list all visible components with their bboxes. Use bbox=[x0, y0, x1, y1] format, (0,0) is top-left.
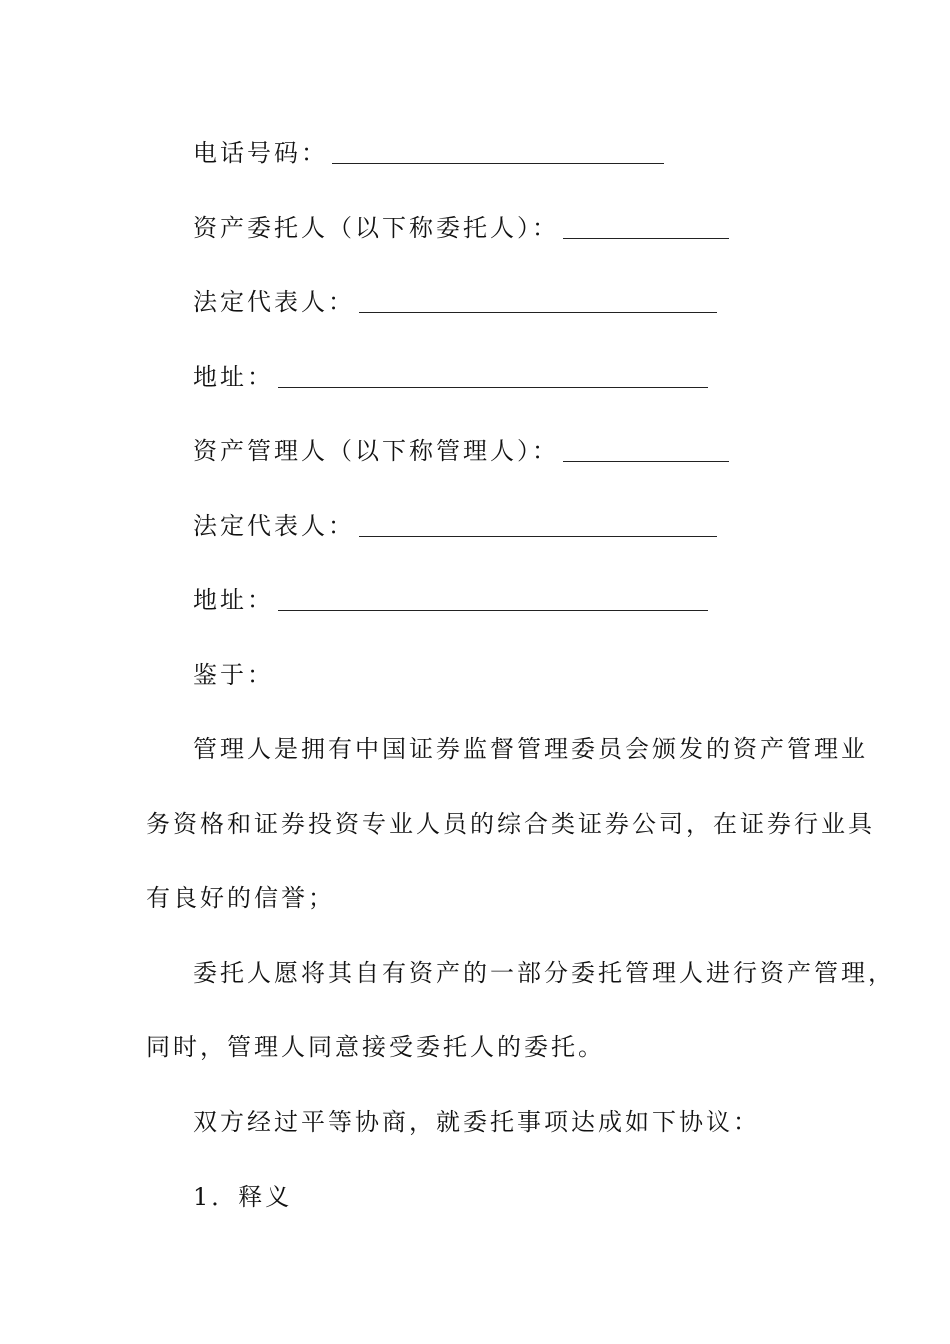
paragraph-1-line-3: 有良好的信誉； bbox=[146, 884, 335, 912]
paragraph-1-line-2: 务资格和证券投资专业人员的综合类证券公司，在证券行业具 bbox=[146, 810, 875, 838]
manager-address-blank[interactable] bbox=[278, 610, 708, 611]
paragraph-1-line-1: 管理人是拥有中国证券监督管理委员会颁发的资产管理业 bbox=[193, 735, 868, 763]
manager-address-label: 地址： bbox=[193, 586, 274, 614]
manager-legal-rep-label: 法定代表人： bbox=[193, 512, 355, 540]
client-label: 资产委托人（以下称委托人）： bbox=[193, 214, 559, 242]
whereas-heading: 鉴于： bbox=[193, 661, 274, 689]
manager-legal-rep-field bbox=[193, 511, 950, 541]
manager-blank[interactable] bbox=[563, 461, 729, 462]
phone-number-label: 电话号码： bbox=[193, 139, 328, 167]
paragraph-3: 双方经过平等协商，就委托事项达成如下协议： bbox=[193, 1108, 760, 1136]
phone-number-field bbox=[193, 138, 950, 168]
client-address-blank[interactable] bbox=[278, 387, 708, 388]
paragraph-2-line-1: 委托人愿将其自有资产的一部分委托管理人进行资产管理， bbox=[193, 959, 895, 987]
manager-field bbox=[193, 436, 950, 466]
phone-number-blank[interactable] bbox=[332, 163, 664, 164]
client-address-label: 地址： bbox=[193, 363, 274, 391]
client-blank[interactable] bbox=[563, 238, 729, 239]
client-field bbox=[193, 213, 950, 243]
manager-address-field bbox=[193, 585, 950, 615]
paragraph-2-line-2: 同时，管理人同意接受委托人的委托。 bbox=[146, 1033, 605, 1061]
client-address-field bbox=[193, 362, 950, 392]
client-legal-rep-label: 法定代表人： bbox=[193, 288, 355, 316]
manager-legal-rep-blank[interactable] bbox=[359, 536, 717, 537]
manager-label: 资产管理人（以下称管理人）： bbox=[193, 437, 559, 465]
client-legal-rep-blank[interactable] bbox=[359, 312, 717, 313]
section-1-heading: 1．释义 bbox=[193, 1183, 293, 1211]
client-legal-rep-field bbox=[193, 287, 950, 317]
